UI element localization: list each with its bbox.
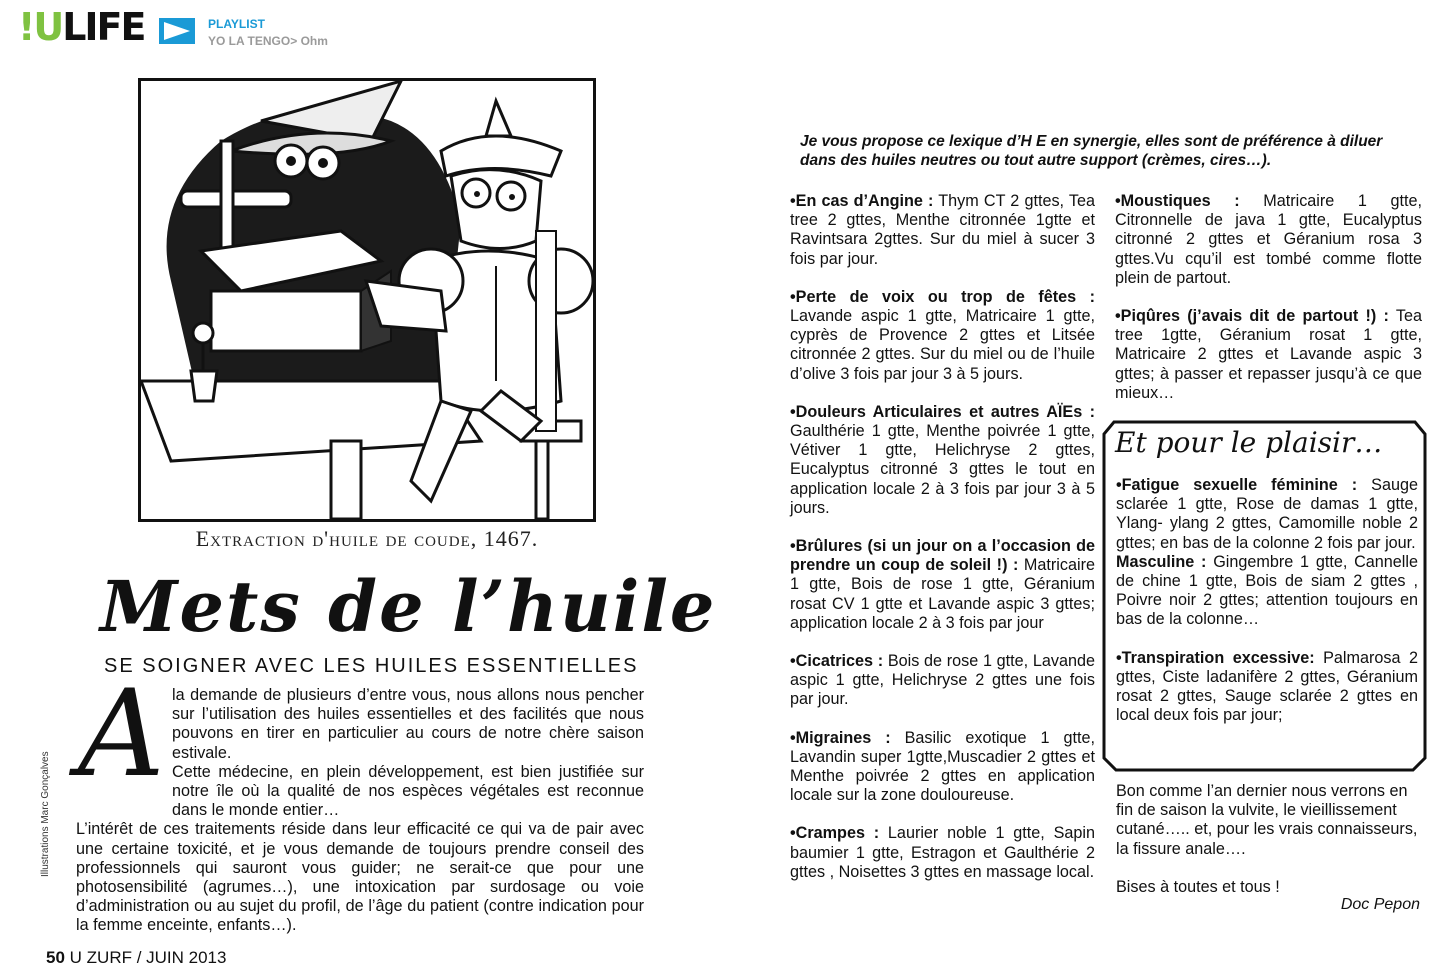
- remedies-column-1: [790, 192, 1095, 901]
- article-subtitle: SE SOIGNER AVEC LES HUILES ESSENTIELLES: [104, 655, 639, 677]
- closing-paragraph: Bon comme l’an dernier nous verrons en fin de saison la vulvite, le vieillissement cutané….. et, pour les vrais connaisseurs, la fissure anale….: [1116, 782, 1418, 858]
- intro-paragraph-2: Cette médecine, en plein développement, est bien justifiée sur notre île où la qualité de nos espèces végétales est reconnue dans le monde entier…: [172, 762, 644, 820]
- article-title: Mets de l’huile: [100, 565, 717, 648]
- illustration-caption: Extraction d'huile de coude, 1467.: [195, 526, 539, 551]
- playlist-track: YO LA TENGO> Ohm: [208, 34, 328, 48]
- remedy-text: Basilic exotique 1 gtte, Lavandin super 1gtte,Muscadier 2 gttes et Menthe poivrée 2 gttes en application locale sur la zone douloureuse.: [790, 728, 1096, 805]
- remedy-entry: [1115, 192, 1422, 288]
- remedy-entry: [790, 824, 1095, 882]
- sidebar-entry-feminine: [1116, 476, 1418, 553]
- sidebar-text: Sauge sclarée 1 gtte, Rose de damas 1 gtte, Ylang- ylang 2 gttes, Camomille noble 2 gttes; en bas de la colonne 2 fois par jour.: [1116, 476, 1418, 552]
- remedy-text: Lavande aspic 1 gtte, Matricaire 1 gtte, cyprès de Provence 2 gttes et Litsée citronnée 2 gttes. Sur du miel ou de l’huile d’olive 3 fois par jour 3 à 5 jours.: [790, 307, 1095, 383]
- closing-greeting: Bises à toutes et tous !: [1116, 877, 1280, 896]
- remedy-entry: [790, 537, 1095, 633]
- intro-paragraph-1: la demande de plusieurs d’entre vous, nous allons nous pencher sur l’utilisation des huiles essentielles et des facilités que nous pouvons en tirer en particulier au cours de notre chère saison estivale.: [172, 686, 644, 762]
- sidebar-heading: •Fatigue sexuelle féminine :: [1116, 476, 1358, 494]
- sidebar-entry-transpiration: [1116, 649, 1418, 726]
- remedy-text: Gaulthérie 1 gtte, Menthe poivrée 1 gtte, Vétiver 1 gtte, Helichryse 2 gttes, Eucalyptus citronné 3 gttes le tout en application locale 2 à 3 fois par jour 3 à 5 jours.: [790, 422, 1095, 517]
- remedies-column-2: [1115, 192, 1422, 422]
- illustration-credit: [40, 752, 54, 877]
- sidebar-entry-masculine: [1116, 553, 1418, 630]
- remedy-text: Matricaire 1 gtte, Citronnelle de java 1 gtte, Eucalyptus citronné 2 gttes et Géranium rosa 3 gttes.Vu cqu’il est tombé comme flotte plein de partout.: [1115, 192, 1422, 287]
- logo-life-word: LIFE: [62, 5, 145, 49]
- remedy-text: Tea tree 1gtte, Géranium rosat 1 gtte, Matricaire 2 gttes et Lavande aspic 3 gttes; à passer et repasser jusqu’à ce que mieux…: [1115, 307, 1422, 402]
- remedy-entry: [790, 729, 1095, 806]
- remedy-heading: •Brûlures (si un jour on a l’occasion de prendre un coup de soleil !) :: [790, 537, 1095, 575]
- remedy-text: Matricaire 1 gtte, Bois de rose 1 gtte, Géranium rosat CV 1 gtte et Lavande aspic 3 gttes; application locale 2 à 3 fois par jour: [790, 556, 1095, 632]
- remedy-heading: •Moustiques :: [1115, 192, 1240, 210]
- pleasure-sidebar-title: Et pour le plaisir…: [1115, 426, 1383, 459]
- illustration-wizard-and-patient: [138, 78, 596, 522]
- remedy-entry: [1115, 307, 1422, 403]
- remedy-heading: •Perte de voix ou trop de fêtes :: [790, 287, 1095, 306]
- intro-paragraph-2-start: [76, 763, 644, 821]
- playlist-kicker: PLAYLIST: [208, 17, 265, 31]
- remedy-text: Thym CT 2 gttes, Tea tree 2 gttes, Menthe citronnée 1gtte et Ravintsara 2gttes. Sur du miel à sucer 3 fois par jour.: [790, 192, 1095, 268]
- remedy-heading: •Douleurs Articulaires et autres AÏEs :: [790, 402, 1095, 421]
- page-number: 50: [46, 948, 65, 967]
- remedy-text: Laurier noble 1 gtte, Sapin baumier 1 gtte, Estragon et Gaulthérie 2 gttes , Noisettes 3 gttes en massage local.: [790, 824, 1095, 881]
- remedy-heading: •Cicatrices :: [790, 652, 884, 671]
- issue-label: U ZURF / JUIN 2013: [69, 948, 227, 967]
- lead-paragraph: Je vous propose ce lexique d’H E en synergie, elles sont de préférence à diluer dans des huiles neutres ou tout autre support (crèmes, cires…).: [800, 133, 1383, 169]
- sidebar-text: Palmarosa 2 gttes, Ciste ladanifère 2 gttes, Géranium rosat 2 gttes, Sauge sclarée 2 gttes en local deux fois par jour;: [1116, 648, 1418, 725]
- page-folio: [46, 948, 226, 968]
- sidebar-heading: Masculine :: [1116, 552, 1207, 571]
- remedy-heading: •Migraines :: [790, 728, 891, 747]
- author-signature: Doc Pepon: [1340, 896, 1420, 913]
- illustration-credit-text: Illustrations Marc Gonçalves: [40, 751, 51, 877]
- remedy-entry: [790, 403, 1095, 518]
- closing-text: [1116, 782, 1421, 897]
- sidebar-text: Gingembre 1 gtte, Cannelle de chine 1 gtte, Bois de siam 2 gttes , Poivre noir 2 gttes; attention toujours en bas de la colonne…: [1116, 552, 1418, 629]
- intro-text: [76, 686, 644, 936]
- remedy-text: Bois de rose 1 gtte, Lavande aspic 1 gtte, Helichryse 2 gttes une fois par jour.: [790, 652, 1095, 709]
- remedy-entry: [790, 192, 1095, 269]
- remedy-heading: •Crampes :: [790, 824, 880, 843]
- sidebar-heading: •Transpiration excessive:: [1116, 648, 1315, 667]
- drop-cap: A: [78, 665, 165, 804]
- logo-u-mark: !U: [18, 5, 63, 49]
- play-icon: [159, 18, 195, 44]
- pleasure-sidebar-body: [1116, 476, 1418, 725]
- remedy-entry: [790, 652, 1095, 710]
- intro-paragraph-3: L’intérêt de ces traitements réside dans leur efficacité ce qui va de pair avec une certaine toxicité, et je vous demande de toujours prendre conseil des professionnels qui sauront vous guider; ne serait-ce que pour une photosensibilité (agrumes…), une intoxication par surdosage ou voie d’administration ou au sujet du profil, de l’âge du patient (contre indication pour la femme enceinte, enfants…).: [76, 820, 644, 935]
- remedy-heading: •Piqûres (j’avais dit de partout !) :: [1115, 307, 1389, 326]
- magazine-section-logo: [18, 6, 144, 48]
- remedy-entry: [790, 288, 1095, 384]
- remedy-heading: •En cas d’Angine :: [790, 192, 934, 210]
